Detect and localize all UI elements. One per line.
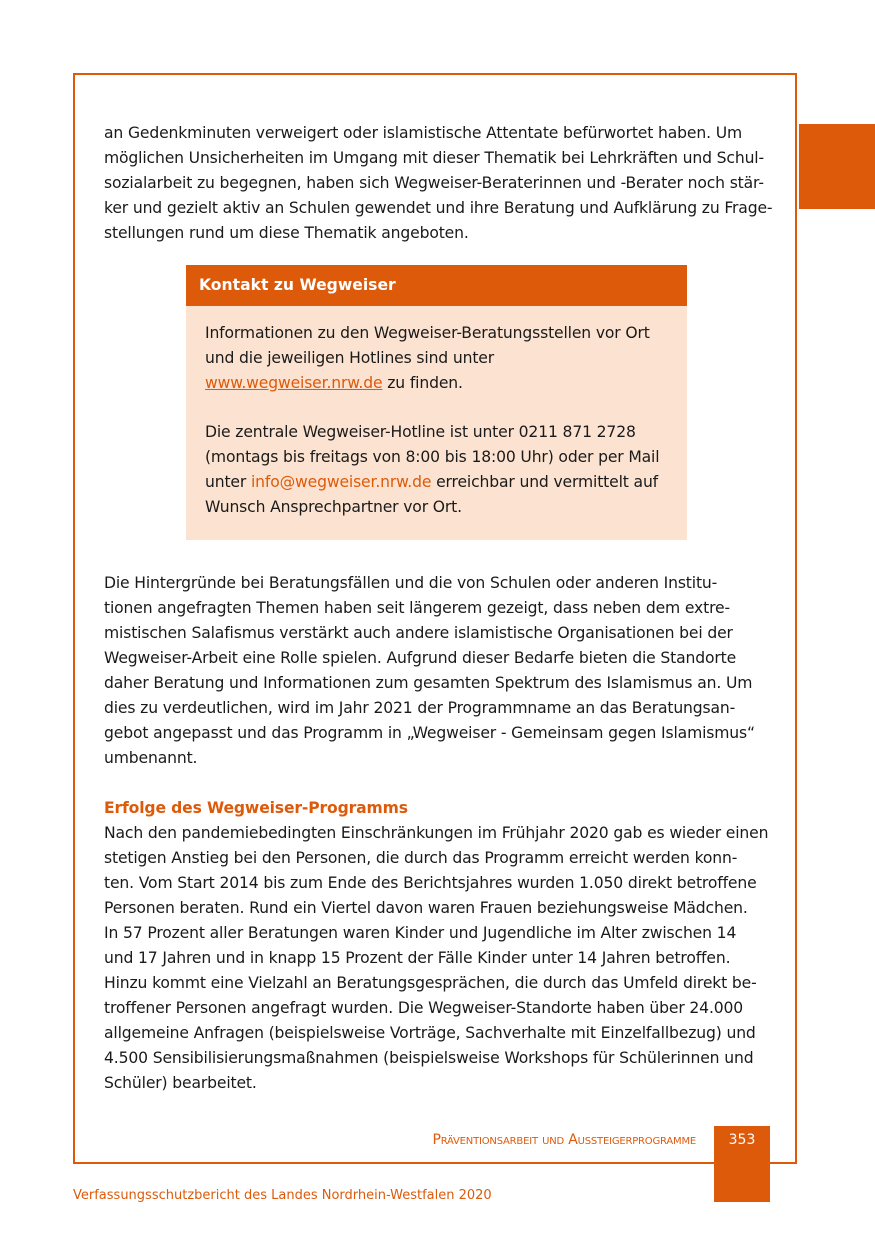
text-line — [205, 470, 680, 495]
text-line: umbenannt. — [104, 749, 198, 767]
text-line: und 17 Jahren und in knapp 15 Prozent der Fälle Kinder unter 14 Jahren betroffen. — [104, 949, 731, 967]
text-line: Die zentrale Wegweiser-Hotline ist unter 0211 871 2728 — [205, 423, 636, 441]
text-line: dies zu verdeutlichen, wird im Jahr 2021 der Programmname an das Beratungsan- — [104, 699, 736, 717]
text-line — [205, 371, 680, 396]
report-title: Verfassungsschutzbericht des Landes Nordrhein-Westfalen 2020 — [73, 1188, 492, 1203]
text-line: tionen angefragten Themen haben seit längerem gezeigt, dass neben dem extre- — [104, 599, 730, 617]
text-line: an Gedenkminuten verweigert oder islamistische Attentate befürwortet haben. Um — [104, 124, 742, 142]
text-line: allgemeine Anfragen (beispielsweise Vorträge, Sachverhalte mit Einzelfallbezug) und — [104, 1024, 756, 1042]
chapter-side-tab — [799, 124, 875, 209]
text-line: ker und gezielt aktiv an Schulen gewendet und ihre Beratung und Aufklärung zu Frage- — [104, 199, 773, 217]
text-fragment: unter — [205, 473, 251, 491]
contact-box-title: Kontakt zu Wegweiser — [186, 265, 687, 306]
paragraph-intro — [104, 121, 774, 246]
text-line: Nach den pandemiebedingten Einschränkungen im Frühjahr 2020 gab es wieder einen — [104, 824, 769, 842]
text-line: Wegweiser-Arbeit eine Rolle spielen. Aufgrund dieser Bedarfe bieten die Standorte — [104, 649, 737, 667]
text-line: und die jeweiligen Hotlines sind unter — [205, 349, 494, 367]
text-fragment: zu finden. — [382, 374, 463, 392]
text-line: Informationen zu den Wegweiser-Beratungsstellen vor Ort — [205, 324, 650, 342]
section-results — [104, 796, 774, 1096]
email-link[interactable]: info@wegweiser.nrw.de — [250, 473, 432, 491]
page-number: 353 — [714, 1126, 770, 1202]
text-line: Personen beraten. Rund ein Viertel davon waren Frauen beziehungsweise Mädchen. — [104, 899, 748, 917]
website-link[interactable]: www.wegweiser.nrw.de — [205, 374, 383, 392]
chapter-title: Präventionsarbeit und Aussteigerprogramme — [432, 1132, 696, 1148]
contact-box — [186, 265, 687, 540]
text-line: troffener Personen angefragt wurden. Die Wegweiser-Standorte haben über 24.000 — [104, 999, 744, 1017]
text-line: daher Beratung und Informationen zum gesamten Spektrum des Islamismus an. Um — [104, 674, 753, 692]
text-line: (montags bis freitags von 8:00 bis 18:00 Uhr) oder per Mail — [205, 448, 660, 466]
text-line: möglichen Unsicherheiten im Umgang mit dieser Thematik bei Lehrkräften und Schul- — [104, 149, 764, 167]
text-line: In 57 Prozent aller Beratungen waren Kinder und Jugendliche im Alter zwischen 14 — [104, 924, 737, 942]
text-line: Wunsch Ansprechpartner vor Ort. — [205, 498, 462, 516]
section-heading: Erfolge des Wegweiser-Programms — [104, 799, 408, 817]
text-line: stetigen Anstieg bei den Personen, die durch das Programm erreicht werden konn- — [104, 849, 738, 867]
text-line: mistischen Salafismus verstärkt auch andere islamistische Organisationen bei der — [104, 624, 733, 642]
text-line: gebot angepasst und das Programm in „Wegweiser - Gemeinsam gegen Islamismus“ — [104, 724, 755, 742]
text-line: 4.500 Sensibilisierungsmaßnahmen (beispielsweise Workshops für Schülerinnen und — [104, 1049, 754, 1067]
text-line: stellungen rund um diese Thematik angeboten. — [104, 224, 469, 242]
text-line: Schüler) bearbeitet. — [104, 1074, 257, 1092]
text-line: Hinzu kommt eine Vielzahl an Beratungsgesprächen, die durch das Umfeld direkt be- — [104, 974, 757, 992]
contact-box-body — [205, 321, 680, 520]
paragraph-background — [104, 571, 774, 771]
text-line: sozialarbeit zu begegnen, haben sich Wegweiser-Beraterinnen und -Berater noch stär- — [104, 174, 764, 192]
text-fragment: erreichbar und vermittelt auf — [431, 473, 659, 491]
text-line: ten. Vom Start 2014 bis zum Ende des Berichtsjahres wurden 1.050 direkt betroffene — [104, 874, 757, 892]
text-line: Die Hintergründe bei Beratungsfällen und die von Schulen oder anderen Institu- — [104, 574, 718, 592]
